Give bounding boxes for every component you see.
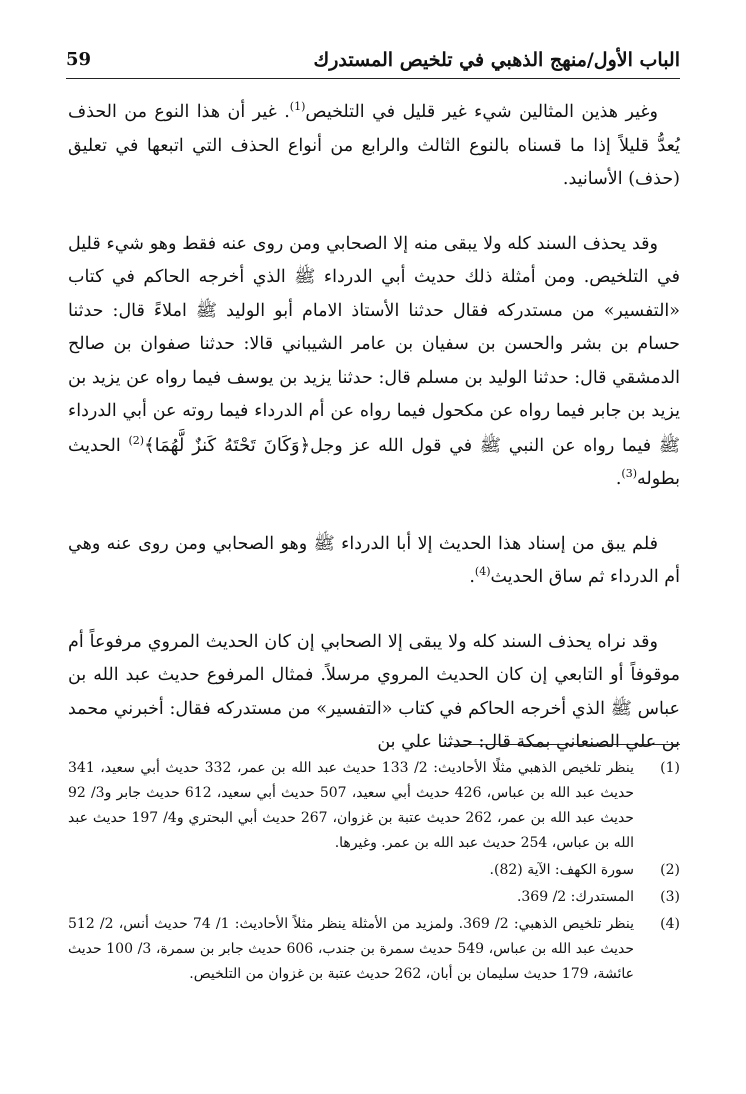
footnote-text: ينظر تلخيص الذهبي مثلًا الأحاديث: 2/ 133 حديث عبد الله بن عمر، 332 حديث أبي سعيد، 341 حديث عبد الله بن عباس، 426 حديث أبي سعيد، 507 حديث أبي سعيد، 612 حديث جابر و3/ 92 حديث عبد الله بن عمر، 262 حديث عتبة بن غزوان، 267 حديث أبي البحتري و4/ 197 حديث عبد الله بن عباس، 254 حديث عبد الله بن عمر. وغيرها.	[68, 760, 634, 851]
main-text	[68, 96, 680, 791]
paragraph-4: وقد نراه يحذف السند كله ولا يبقى إلا الصحابي إن كان الحديث المروي مرفوعاً أم موقوفاً أو التابعي إن كان الحديث المروي مرسلاً. فمثال المرفوع حديث عبد الله بن عباس ﷺ الذي أخرجه الحاكم في كتاب «التفسير» من مستدركه فقال: أخبرني محمد بن علي الصنعاني بمكة قال: حدثنا علي بن	[68, 631, 680, 752]
footnote-text: سورة الكهف: الآية (82).	[489, 862, 634, 878]
footnote-ref-1: (1)	[289, 100, 306, 114]
footnote-text: المستدرك: 2/ 369.	[516, 889, 634, 905]
footnote-ref-2: (2)	[128, 433, 145, 447]
paragraph-3	[68, 528, 680, 595]
footnote-number: (2)	[660, 862, 680, 878]
paragraph-3-text-b: .	[469, 567, 475, 587]
paragraph-1	[68, 96, 680, 197]
paragraph-1-text-b: . غير أن هذا النوع من الحذف يُعدُّ قليلاً إذا ما قسناه بالنوع الثالث والرابع من أنواع الحذف التي اتبعها في تعليق (حذف) الأسانيد.	[68, 102, 680, 189]
footnote-item	[68, 858, 680, 883]
paragraph-1-text-a: وغير هذين المثالين شيء غير قليل في التلخيص	[305, 102, 658, 122]
page-number: 59	[66, 49, 92, 70]
footnote-item	[68, 885, 680, 910]
footnote-item	[68, 912, 680, 987]
footnote-number: (3)	[660, 889, 680, 905]
paragraph-2-text-a: وقد يحذف السند كله ولا يبقى منه إلا الصحابي ومن روى عنه فقط وهو شيء قليل في التلخيص. ومن أمثلة ذلك حديث أبي الدرداء ﷺ الذي أخرجه الحاكم في كتاب «التفسير» من مستدركه فقال حدثنا الأستاذ الامام أبو الوليد ﷺ املاءً قال: حدثنا حسام بن بشر والحسن بن سفيان بن عامر الشيباني قالا: حدثنا صفوان بن صالح الدمشقي قال: حدثنا الوليد بن مسلم قال: حدثنا يزيد بن يوسف فيما رواه عن يزيد بن يزيد بن جابر فيما رواه عن مكحول فيما رواه عن أم الدرداء فيما روته عن أبي الدرداء ﷺ فيما رواه عن النبي ﷺ في قول الله عز وجل	[68, 233, 681, 456]
footnote-number: (1)	[660, 760, 680, 776]
footnote-divider	[448, 744, 680, 745]
footnote-ref-4: (4)	[474, 565, 491, 579]
paragraph-3-text-a: فلم يبق من إسناد هذا الحديث إلا أبا الدرداء ﷺ وهو الصحابي ومن روى عنه وهي أم الدرداء ثم ساق الحديث	[68, 533, 680, 587]
running-header	[66, 46, 680, 79]
paragraph-2-text-b: الحديث بطوله	[68, 435, 680, 489]
paragraph-2-text-c: .	[615, 469, 622, 489]
chapter-title: الباب الأول/منهج الذهبي في تلخيص المستدرك	[313, 49, 680, 71]
footnote-ref-3: (3)	[621, 467, 638, 481]
footnote-number: (4)	[660, 916, 680, 932]
paragraph-2	[68, 228, 680, 497]
footnotes	[68, 756, 680, 989]
footnote-item	[68, 756, 680, 856]
footnote-text: ينظر تلخيص الذهبي: 2/ 369. ولمزيد من الأمثلة ينظر مثلاً الأحاديث: 1/ 74 حديث أنس، 2/ 512 حديث عبد الله بن عباس، 549 حديث سمرة بن جندب، 606 حديث جابر بن سمرة، 3/ 100 حديث عائشة، 179 حديث سليمان بن أبان، 262 حديث عتبة بن غزوان من التلخيص.	[68, 916, 634, 982]
quran-verse: ﴿وَكَانَ تَحْتَهُ كَنزٌ لَّهُمَا﴾	[144, 434, 311, 456]
